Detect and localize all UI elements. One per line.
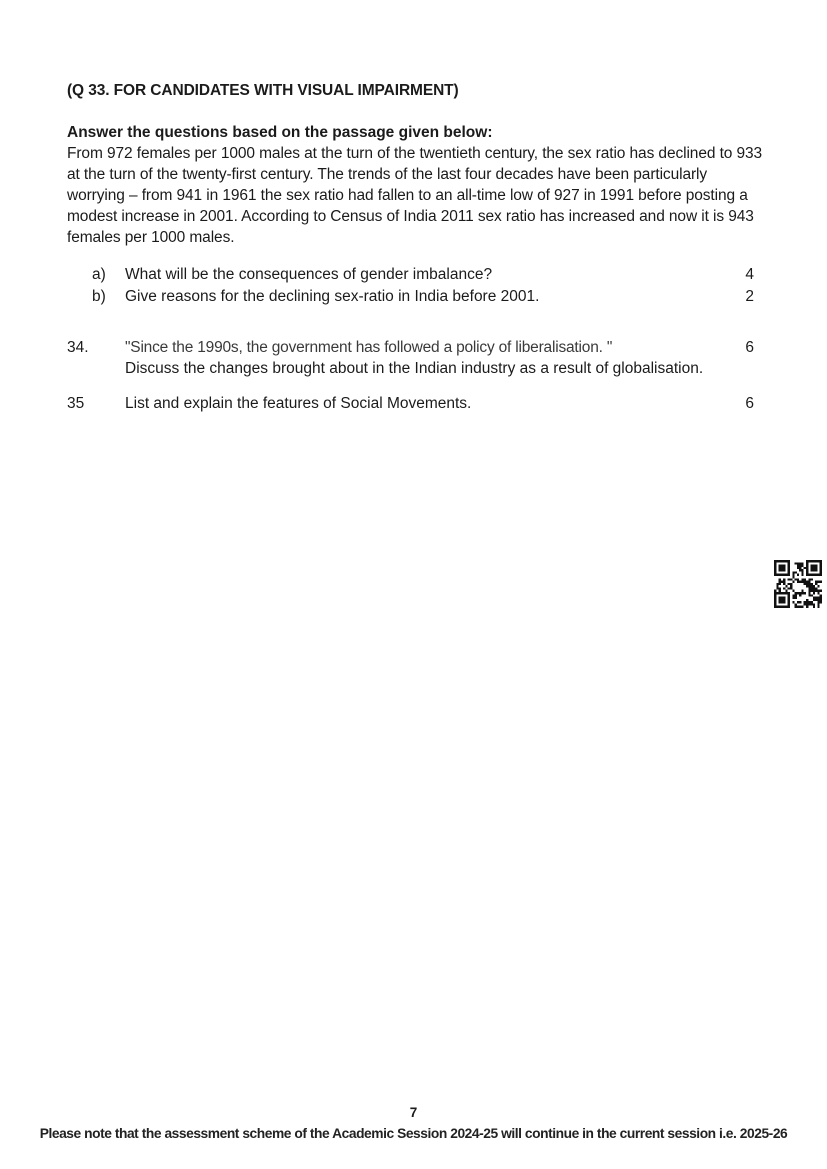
footer-note: Please note that the assessment scheme of the Academic Session 2024-25 will continue in the current session i.e. 2025-26 — [39, 1126, 788, 1141]
question-body — [125, 337, 710, 379]
page-content — [67, 80, 764, 414]
question-number: 35 — [67, 395, 85, 412]
marks: 6 — [745, 395, 754, 412]
passage-text: From 972 females per 1000 males at the turn of the twentieth century, the sex ratio has declined to 933 at the turn of the twenty-first century. The trends of the last four decades have been particularly worrying – from 941 in 1961 the sex ratio had fallen to an all-time low of 927 in 1991 before posting a modest increase in 2001. According to Census of India 2011 sex ratio has increased and now it is 943 females per 1000 males. — [67, 145, 763, 246]
marks: 2 — [745, 287, 754, 305]
question-text: List and explain the features of Social Movements. — [125, 395, 472, 412]
question-text: Discuss the changes brought about in the Indian industry as a result of globalisation. — [125, 360, 704, 377]
sub-question-a — [67, 264, 764, 286]
marks: 6 — [745, 339, 754, 356]
qr-code-image — [772, 560, 824, 608]
passage-intro: Answer the questions based on the passage given below: — [67, 124, 493, 141]
question-35-row — [67, 393, 764, 414]
question-label: b) — [92, 287, 106, 305]
page-number: 7 — [409, 1105, 418, 1120]
sub-question-list — [67, 264, 764, 307]
question-number: 34. — [67, 339, 89, 356]
marks: 4 — [745, 266, 754, 283]
question-label: a) — [92, 266, 106, 283]
section-heading: (Q 33. FOR CANDIDATES WITH VISUAL IMPAIRMENT) — [67, 82, 459, 99]
question-34-row — [67, 337, 764, 379]
question-text: Give reasons for the declining sex-ratio in India before 2001. — [125, 287, 540, 305]
question-text: What will be the consequences of gender imbalance? — [125, 266, 493, 283]
question-quote: "Since the 1990s, the government has followed a policy of liberalisation. " — [125, 339, 613, 356]
qr-code-icon — [772, 560, 824, 608]
sub-question-b — [67, 286, 764, 308]
